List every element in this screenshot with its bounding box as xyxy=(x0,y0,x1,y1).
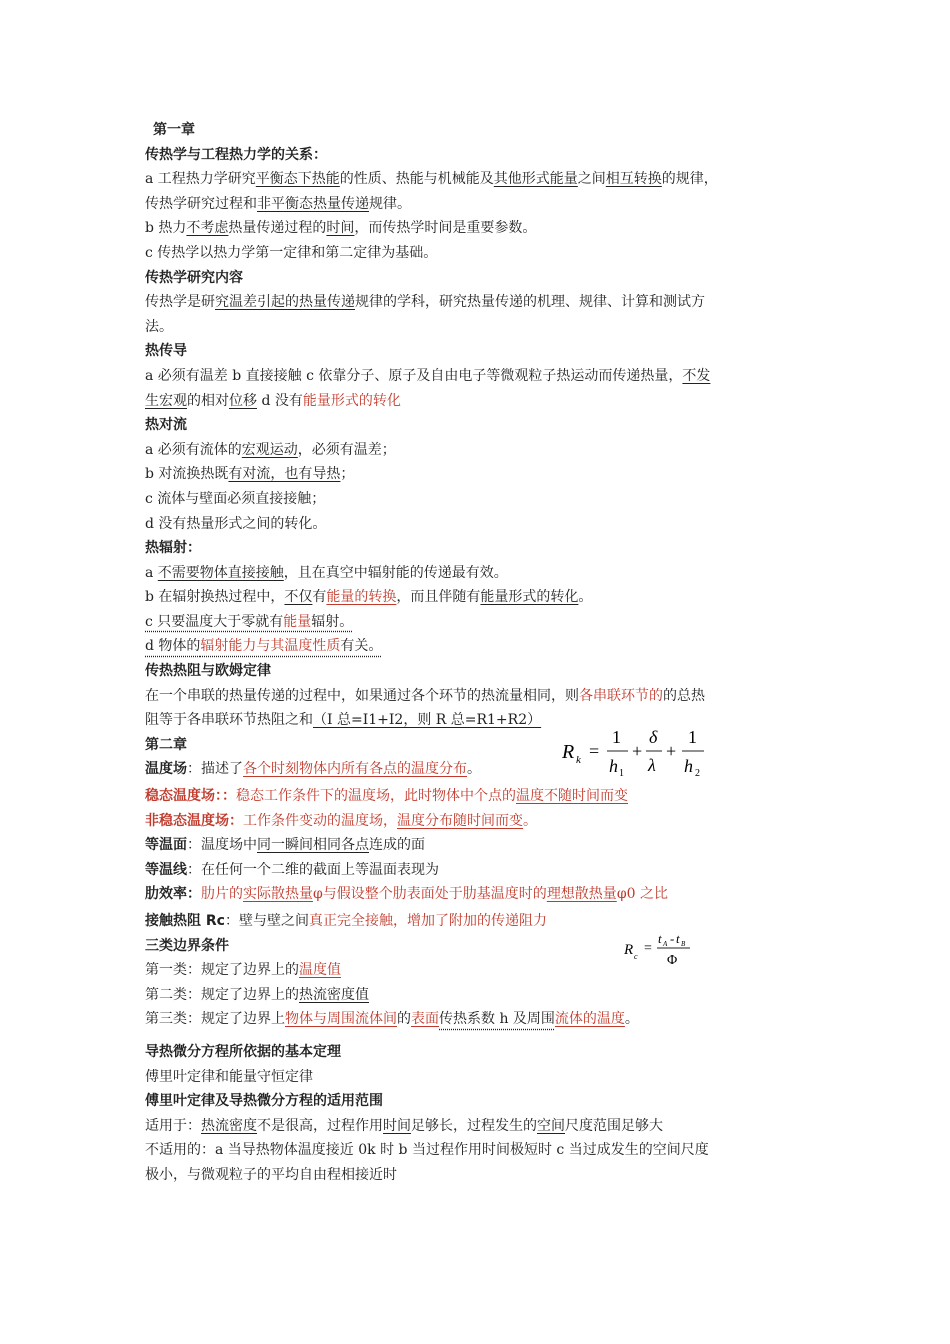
section-heading: 三类边界条件 xyxy=(145,937,229,954)
text-line: 肋效率：肋片的实际散热量φ与假设整个肋表面处于肋基温度时的理想散热量φ0 之比 xyxy=(145,886,668,903)
text-line: 稳态温度场：：稳态工作条件下的温度场，此时物体中个点的温度不随时间而变 xyxy=(145,788,628,805)
chapter-2-heading: 第二章 xyxy=(145,736,187,753)
text-line: 在一个串联的热量传递的过程中，如果通过各个环节的热流量相同，则各串联环节的的总热 xyxy=(145,687,705,704)
text-line: d 物体的辐射能力与其温度性质有关。 xyxy=(145,638,383,655)
section-heading: 传热学与工程热力学的关系： xyxy=(145,146,327,163)
svg-text:=: = xyxy=(644,941,652,956)
text-line: a 必须有流体的宏观运动，必须有温差； xyxy=(145,441,396,458)
text-line: b 在辐射换热过程中，不仅有能量的转换，而且伴随有能量形式的转化。 xyxy=(145,589,593,606)
section-heading: 导热微分方程所依据的基本定理 xyxy=(145,1043,341,1060)
svg-text:λ: λ xyxy=(648,755,656,775)
text-line: 第二类：规定了边界上的热流密度值 xyxy=(145,986,369,1003)
thermal-resistance-formula xyxy=(562,725,712,781)
svg-text:-: - xyxy=(670,931,675,946)
section-heading: 傅里叶定律及导热微分方程的适用范围 xyxy=(145,1093,383,1110)
text-line: b 热力不考虑热量传递过程的时间，而传热学时间是重要参数。 xyxy=(145,220,537,237)
text-line: 不适用的：a 当导热物体温度接近 0k 时 b 当过程作用时间极短时 c 当过成发生的空间尺度 xyxy=(145,1142,709,1159)
svg-text:B: B xyxy=(681,940,686,948)
text-line: 法。 xyxy=(145,318,173,335)
svg-text:1: 1 xyxy=(612,727,621,747)
svg-text:t: t xyxy=(676,931,680,946)
document-page xyxy=(145,118,815,1188)
text-line: c 传热学以热力学第一定律和第二定律为基础。 xyxy=(145,244,438,261)
text-line: 温度场：描述了各个时刻物体内所有各点的温度分布。 xyxy=(145,761,481,778)
section-heading: 传热学研究内容 xyxy=(145,269,243,286)
chapter-1-heading: 第一章 xyxy=(153,122,195,138)
text-line: 等温面：温度场中同一瞬间相同各点连成的面 xyxy=(145,837,425,854)
svg-text:c: c xyxy=(634,952,638,961)
text-line: 传热学是研究温差引起的热量传递规律的学科，研究热量传递的机理、规律、计算和测试方 xyxy=(145,294,705,311)
text-line: a 必须有温差 b 直接接触 c 依靠分子、原子及自由电子等微观粒子热运动而传递热量，不发 xyxy=(145,367,711,384)
text-line: 非稳态温度场：工作条件变动的温度场，温度分布随时间而变。 xyxy=(145,812,537,829)
text-line: 等温线：在任何一个二维的截面上等温面表现为 xyxy=(145,861,439,878)
section-heading: 热辐射： xyxy=(145,540,201,557)
svg-text:Φ: Φ xyxy=(667,953,678,968)
svg-text:+: + xyxy=(666,741,677,761)
svg-text:=: = xyxy=(589,741,600,761)
contact-resistance-formula xyxy=(624,930,704,970)
svg-text:h: h xyxy=(609,756,618,776)
text-line: 接触热阻 Rc：壁与壁之间真正完全接触，增加了附加的传递阻力 xyxy=(145,913,547,929)
svg-text:R: R xyxy=(562,741,575,763)
text-line: b 对流换热既有对流，也有导热； xyxy=(145,466,355,483)
text-line: a 工程热力学研究平衡态下热能的性质、热能与机械能及其他形式能量之间相互转换的规律， xyxy=(145,171,718,188)
svg-text:1: 1 xyxy=(688,727,697,747)
section-heading: 热传导 xyxy=(145,343,187,360)
text-line: d 没有热量形式之间的转化。 xyxy=(145,515,327,532)
text-line: c 流体与壁面必须直接接触； xyxy=(145,490,326,507)
text-line: 极小，与微观粒子的平均自由程相接近时 xyxy=(145,1166,397,1183)
text-line: 生宏观的相对位移 d 没有能量形式的转化 xyxy=(145,392,401,409)
svg-text:2: 2 xyxy=(695,768,700,779)
text-line: 傅里叶定律和能量守恒定律 xyxy=(145,1068,313,1085)
text-line: 传热学研究过程和非平衡态热量传递规律。 xyxy=(145,195,411,212)
svg-text:k: k xyxy=(576,754,581,766)
svg-text:t: t xyxy=(658,931,662,946)
svg-text:R: R xyxy=(624,942,634,958)
section-heading: 传热热阻与欧姆定律 xyxy=(145,663,271,680)
svg-text:δ: δ xyxy=(649,727,658,747)
svg-text:1: 1 xyxy=(619,768,624,779)
text-line: 阻等于各串联环节热阻之和（I 总=I1+I2，则 R 总=R1+R2） xyxy=(145,712,542,729)
text-line: 适用于：热流密度不是很高，过程作用时间足够长，过程发生的空间尺度范围足够大 xyxy=(145,1117,663,1134)
text-line: 第三类：规定了边界上物体与周围流体间的表面传热系数 h 及周围流体的温度。 xyxy=(145,1011,639,1028)
text-line: 第一类：规定了边界上的温度值 xyxy=(145,962,341,979)
svg-text:h: h xyxy=(684,756,693,776)
text-line: a 不需要物体直接接触，且在真空中辐射能的传递最有效。 xyxy=(145,564,508,581)
svg-text:A: A xyxy=(663,940,668,948)
text-line: c 只要温度大于零就有能量辐射。 xyxy=(145,613,354,630)
section-heading: 热对流 xyxy=(145,417,187,434)
svg-text:+: + xyxy=(632,741,643,761)
